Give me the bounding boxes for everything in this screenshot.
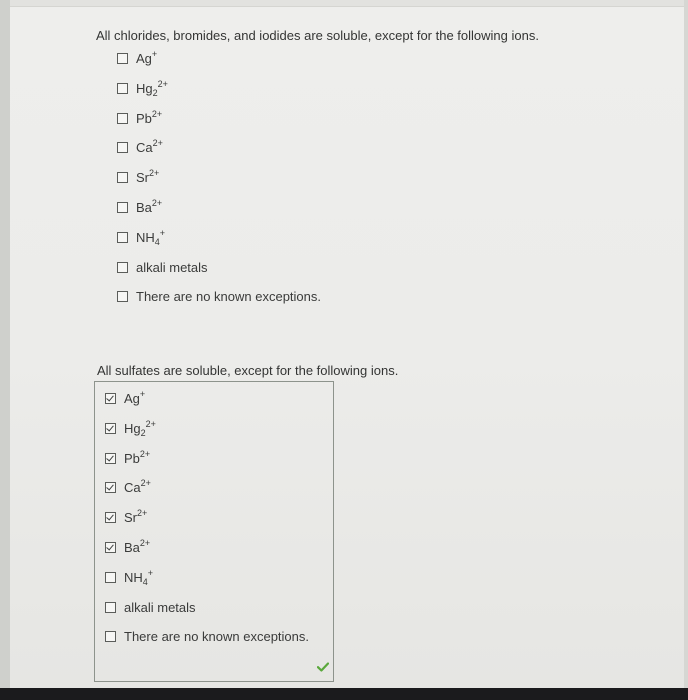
option-label-base: Pb: [136, 110, 152, 126]
option-label-subscript: 4: [142, 576, 148, 587]
q1-option-7-checkbox[interactable]: [117, 232, 128, 243]
left-edge: [0, 0, 10, 688]
q2-option-6[interactable]: [105, 538, 150, 556]
q1-option-2[interactable]: [117, 79, 168, 97]
q2-option-1[interactable]: [105, 389, 145, 407]
option-label-base: alkali metals: [124, 599, 196, 615]
q1-option-5[interactable]: [117, 168, 159, 186]
q2-option-8[interactable]: [105, 598, 196, 616]
q1-option-1-checkbox[interactable]: [117, 53, 128, 64]
option-label-superscript: +: [139, 388, 146, 399]
q1-option-2-checkbox[interactable]: [117, 83, 128, 94]
q1-option-4[interactable]: [117, 138, 163, 156]
option-label-base: Ag: [124, 390, 140, 406]
q2-option-3[interactable]: [105, 449, 150, 467]
option-label-base: There are no known exceptions.: [124, 628, 309, 644]
monitor-bezel: [0, 688, 688, 700]
q1-option-4-checkbox[interactable]: [117, 142, 128, 153]
q2-option-2-label: [124, 418, 156, 438]
option-label-base: There are no known exceptions.: [136, 288, 321, 304]
option-label-superscript: +: [147, 567, 154, 578]
q1-option-4-label: [136, 137, 163, 155]
option-label-base: Sr: [124, 509, 137, 525]
q2-option-9-label: [124, 629, 309, 644]
option-label-superscript: +: [151, 48, 158, 59]
option-label-base: Ba: [124, 539, 140, 555]
q1-option-6-checkbox[interactable]: [117, 202, 128, 213]
q2-option-7-checkbox[interactable]: [105, 572, 116, 583]
option-label-base: Ca: [136, 139, 153, 155]
option-label-subscript: 2: [152, 87, 158, 98]
correct-checkmark-icon: [317, 662, 329, 672]
option-label-superscript: 2+: [157, 78, 168, 89]
q1-option-3-label: [136, 108, 163, 126]
option-label-superscript: 2+: [152, 137, 163, 148]
q2-option-5[interactable]: [105, 508, 147, 526]
option-label-subscript: 2: [140, 427, 146, 438]
q1-option-7-label: [136, 227, 166, 247]
q2-option-8-label: [124, 600, 196, 615]
option-label-superscript: 2+: [149, 167, 160, 178]
q1-option-9-checkbox[interactable]: [117, 291, 128, 302]
option-label-superscript: 2+: [140, 477, 151, 488]
q1-option-5-label: [136, 167, 160, 185]
q1-option-1-label: [136, 48, 158, 66]
q2-option-4[interactable]: [105, 478, 151, 496]
option-label-base: Ba: [136, 199, 152, 215]
q2-option-3-checkbox[interactable]: [105, 453, 116, 464]
q1-option-6[interactable]: [117, 198, 162, 216]
q1-option-2-label: [136, 78, 168, 98]
q2-option-9[interactable]: [105, 627, 309, 645]
option-label-superscript: 2+: [151, 108, 163, 119]
q2-option-3-label: [124, 448, 151, 466]
q2-option-5-label: [124, 507, 148, 525]
q1-option-7[interactable]: [117, 228, 165, 246]
q2-option-8-checkbox[interactable]: [105, 602, 116, 613]
option-label-superscript: +: [159, 227, 166, 238]
option-label-base: Sr: [136, 169, 149, 185]
option-label-superscript: 2+: [137, 507, 148, 518]
option-label-base: NH: [124, 569, 143, 585]
q2-option-7[interactable]: [105, 568, 153, 586]
q2-option-1-label: [124, 388, 146, 406]
q1-option-8[interactable]: [117, 258, 208, 276]
q1-option-3[interactable]: [117, 109, 162, 127]
q1-option-5-checkbox[interactable]: [117, 172, 128, 183]
q2-option-6-label: [124, 537, 151, 555]
option-label-base: Hg: [124, 420, 141, 436]
q1-option-8-checkbox[interactable]: [117, 262, 128, 273]
option-label-superscript: 2+: [151, 197, 163, 208]
q1-option-3-checkbox[interactable]: [117, 113, 128, 124]
q1-option-1[interactable]: [117, 49, 157, 67]
option-label-base: alkali metals: [136, 259, 208, 275]
option-label-superscript: 2+: [139, 448, 151, 459]
option-label-superscript: 2+: [139, 537, 151, 548]
q2-option-9-checkbox[interactable]: [105, 631, 116, 642]
q2-option-7-label: [124, 567, 154, 587]
q1-option-9[interactable]: [117, 287, 321, 305]
q2-option-2-checkbox[interactable]: [105, 423, 116, 434]
question-1-text: All chlorides, bromides, and iodides are soluble, except for the following ions.: [96, 28, 539, 43]
option-label-base: NH: [136, 229, 155, 245]
top-divider: [10, 0, 684, 7]
q1-option-8-label: [136, 260, 208, 275]
q1-option-9-label: [136, 289, 321, 304]
option-label-base: Ca: [124, 479, 141, 495]
question-2-text: All sulfates are soluble, except for the following ions.: [97, 363, 399, 378]
option-label-base: Ag: [136, 50, 152, 66]
option-label-base: Hg: [136, 80, 153, 96]
option-label-base: Pb: [124, 450, 140, 466]
option-label-subscript: 4: [154, 236, 160, 247]
q1-option-6-label: [136, 197, 163, 215]
q2-option-6-checkbox[interactable]: [105, 542, 116, 553]
q2-option-4-label: [124, 477, 151, 495]
q2-option-1-checkbox[interactable]: [105, 393, 116, 404]
q2-option-2[interactable]: [105, 419, 156, 437]
q2-option-4-checkbox[interactable]: [105, 482, 116, 493]
q2-option-5-checkbox[interactable]: [105, 512, 116, 523]
option-label-superscript: 2+: [145, 418, 156, 429]
